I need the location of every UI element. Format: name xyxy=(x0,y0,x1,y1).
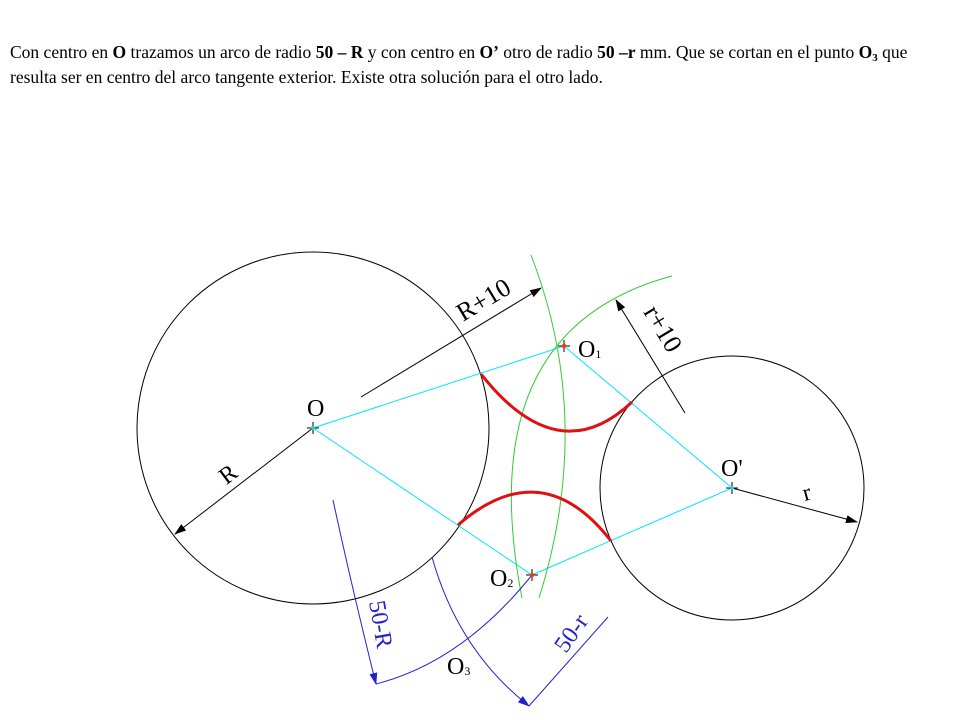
label-point-O1-letter: O xyxy=(578,337,596,363)
construction-rhombus xyxy=(313,346,732,575)
dimension-r-line xyxy=(732,488,857,522)
tangent-arc-upper xyxy=(481,374,632,431)
label-r-plus-10: r+10 xyxy=(637,300,689,358)
caption-bold-O3-letter: O xyxy=(858,42,873,62)
caption-text-4: otro de radio xyxy=(498,42,598,62)
caption-bold-50-R: 50 – R xyxy=(315,42,364,62)
label-point-O3-letter: O xyxy=(447,654,465,680)
label-point-O1-sub: 1 xyxy=(595,347,602,361)
caption-bold-O3-sub: 3 xyxy=(872,52,878,64)
label-center-O-prime: O' xyxy=(721,456,743,482)
dimension-R-line xyxy=(175,428,313,534)
label-point-O2 xyxy=(490,566,513,592)
label-50-minus-r: 50-r xyxy=(549,609,594,658)
label-50-minus-R: 50-R xyxy=(363,598,398,651)
dimension-R-plus-10-line xyxy=(361,288,541,397)
caption-bold-O: O xyxy=(112,42,127,62)
label-point-O2-letter: O xyxy=(490,566,508,592)
label-point-O1 xyxy=(578,337,601,363)
dimension-50-R-arc xyxy=(333,500,376,684)
caption-text-6: que resulta ser en centro del arco tangente exterior. Existe otra solución para el otro lado. xyxy=(10,42,908,87)
caption-text-2: trazamos un arco de radio xyxy=(126,42,316,62)
label-point-O2-sub: 2 xyxy=(507,576,514,590)
caption-text-5: mm. Que se cortan en el punto xyxy=(635,42,859,62)
label-center-O: O xyxy=(307,396,325,422)
dimension-50-r-arc xyxy=(432,557,529,706)
caption-bold-O-prime: O’ xyxy=(479,42,499,62)
label-point-O3-sub: 3 xyxy=(464,664,471,678)
tangent-arc-lower xyxy=(458,492,611,541)
caption-text-1: Con centro en xyxy=(10,42,113,62)
caption-bold-50-r: 50 –r xyxy=(597,42,636,62)
center-mark-O2 xyxy=(526,569,538,581)
label-R-plus-10: R+10 xyxy=(451,272,516,328)
label-radius-r: r xyxy=(799,479,815,507)
label-radius-R: R xyxy=(214,459,243,490)
center-mark-O xyxy=(307,422,319,434)
label-point-O3 xyxy=(447,654,470,680)
caption-text-3: y con centro en xyxy=(363,42,480,62)
